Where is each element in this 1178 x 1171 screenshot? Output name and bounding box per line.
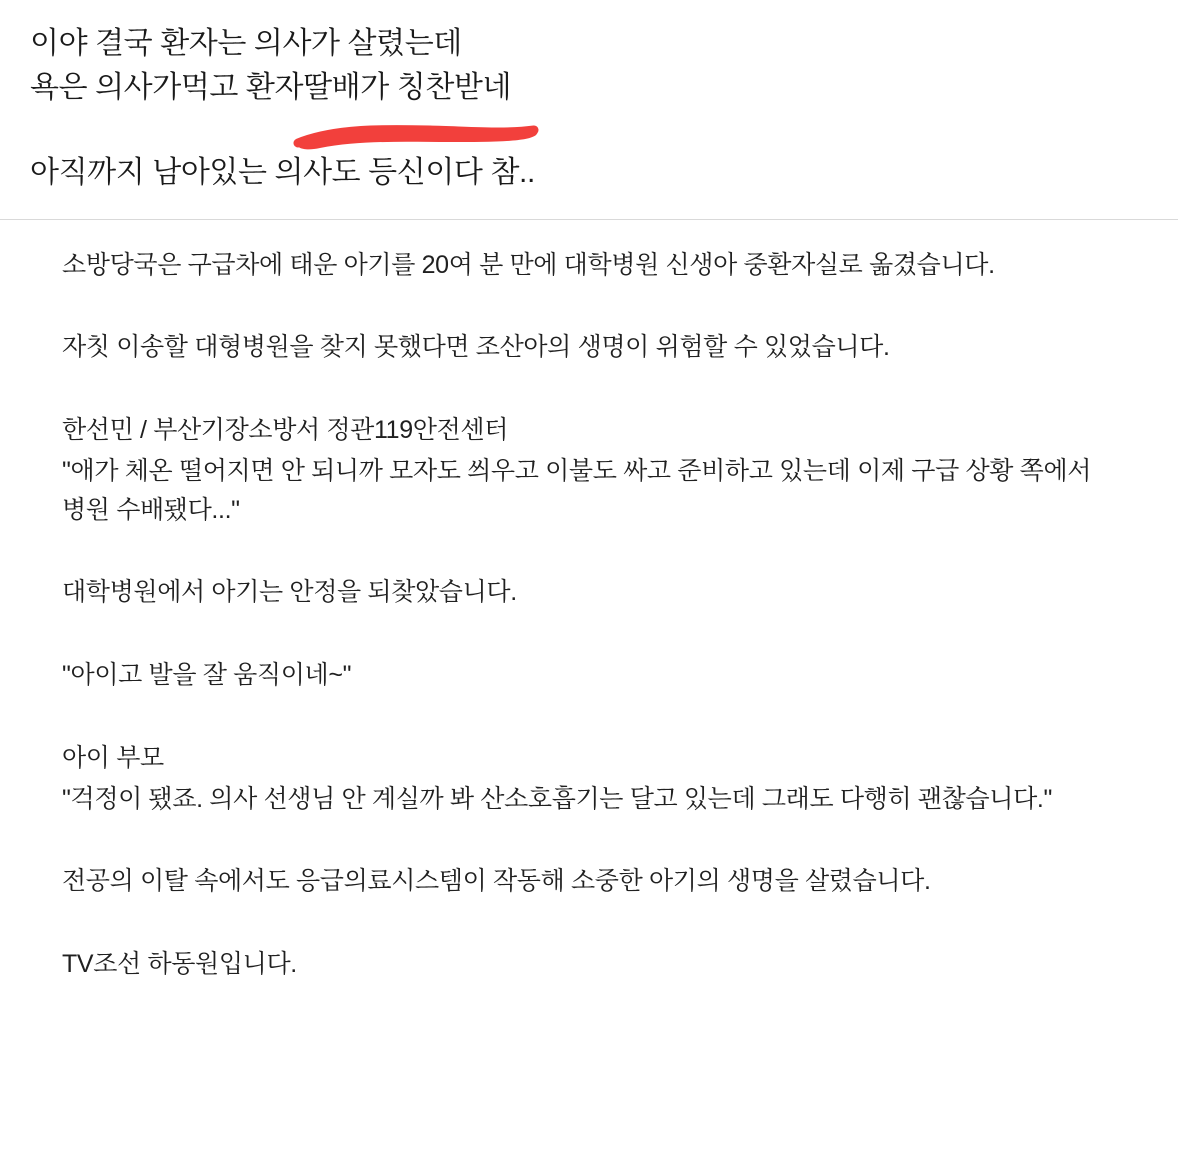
quote-text: "아이고 발을 잘 움직이네~" xyxy=(62,661,352,689)
article-paragraph: 소방당국은 구급차에 태운 아기를 20여 분 만에 대학병원 신생아 중환자실로 옮겼습니다. xyxy=(62,250,995,279)
commentary-line-2: 욕은 의사가먹고 환자딸배가 칭찬받네 xyxy=(30,70,512,104)
commentary-line-3: 아직까지 남아있는 의사도 등신이다 참.. xyxy=(30,156,535,189)
quote-speaker: 아이 부모 xyxy=(62,743,164,772)
article-paragraph: 자칫 이송할 대형병원을 찾지 못했다면 조산아의 생명이 위험할 수 있었습니다. xyxy=(62,333,890,362)
quote-speaker: 한선민 / 부산기장소방서 정관119안전센터 xyxy=(62,416,508,444)
article-paragraph: 전공의 이탈 속에서도 응급의료시스템이 작동해 소중한 아기의 생명을 살렸습니다. xyxy=(62,867,931,896)
quote-text: "걱정이 됐죠. 의사 선생님 안 계실까 봐 산소호흡기는 달고 있는데 그래도 다행히 괜찮습니다." xyxy=(62,784,1052,813)
commentary-line-1: 이야 결국 환자는 의사가 살렸는데 xyxy=(30,27,462,60)
commentary-block xyxy=(0,0,1178,195)
article-signoff: TV조선 하동원입니다. xyxy=(62,950,297,978)
article-body xyxy=(0,220,1178,984)
quote-text: "애가 체온 떨어지면 안 되니까 모자도 씌우고 이불도 싸고 준비하고 있는데 이제 구급 상황 쪽에서 병원 수배됐다..." xyxy=(62,456,1092,524)
commentary-spacer xyxy=(30,109,1148,151)
article-paragraph: 대학병원에서 아기는 안정을 되찾았습니다. xyxy=(62,578,517,607)
